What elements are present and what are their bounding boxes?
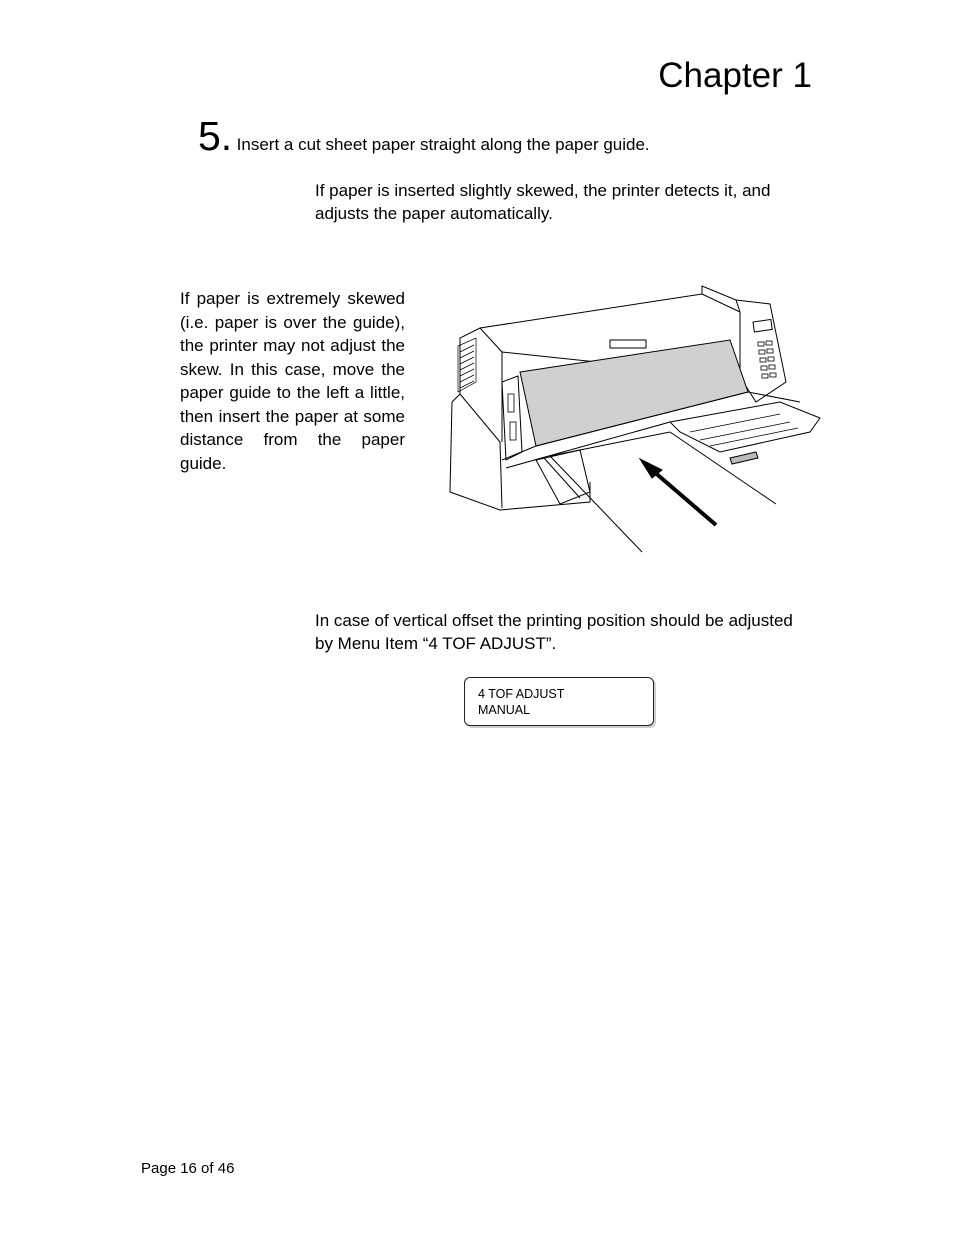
left-buttons <box>502 376 522 460</box>
step-instruction <box>198 112 650 160</box>
lcd-line-2: MANUAL <box>478 702 531 717</box>
lcd-window <box>753 319 772 331</box>
lcd-display <box>464 677 654 726</box>
lcd-line-1: 4 TOF ADJUST <box>478 687 565 701</box>
auto-adjust-note: If paper is inserted slightly skewed, the printer detects it, and adjusts the paper automatically. <box>315 181 771 223</box>
skew-side-note: If paper is extremely skewed (i.e. paper is over the guide), the printer may not adjust the skew. In this case, move the paper guide to the left a little, then insert the paper at some distance from the paper guide. <box>180 289 405 473</box>
printer-window <box>520 340 748 446</box>
paper-tray <box>670 402 820 452</box>
insert-arrow <box>652 470 716 525</box>
cut-sheet <box>550 432 776 552</box>
printer-illustration <box>440 282 830 562</box>
step-text: Insert a cut sheet paper straight along the paper guide. <box>236 135 650 154</box>
panel-buttons <box>758 341 776 378</box>
vertical-offset-note: In case of vertical offset the printing position should be adjusted by Menu Item “4 TOF ADJUST”. <box>315 611 793 653</box>
step-number: 5. <box>198 113 233 159</box>
page-number: Page 16 of 46 <box>141 1160 235 1177</box>
chapter-title: Chapter 1 <box>658 56 812 95</box>
vent-grille <box>458 338 476 392</box>
